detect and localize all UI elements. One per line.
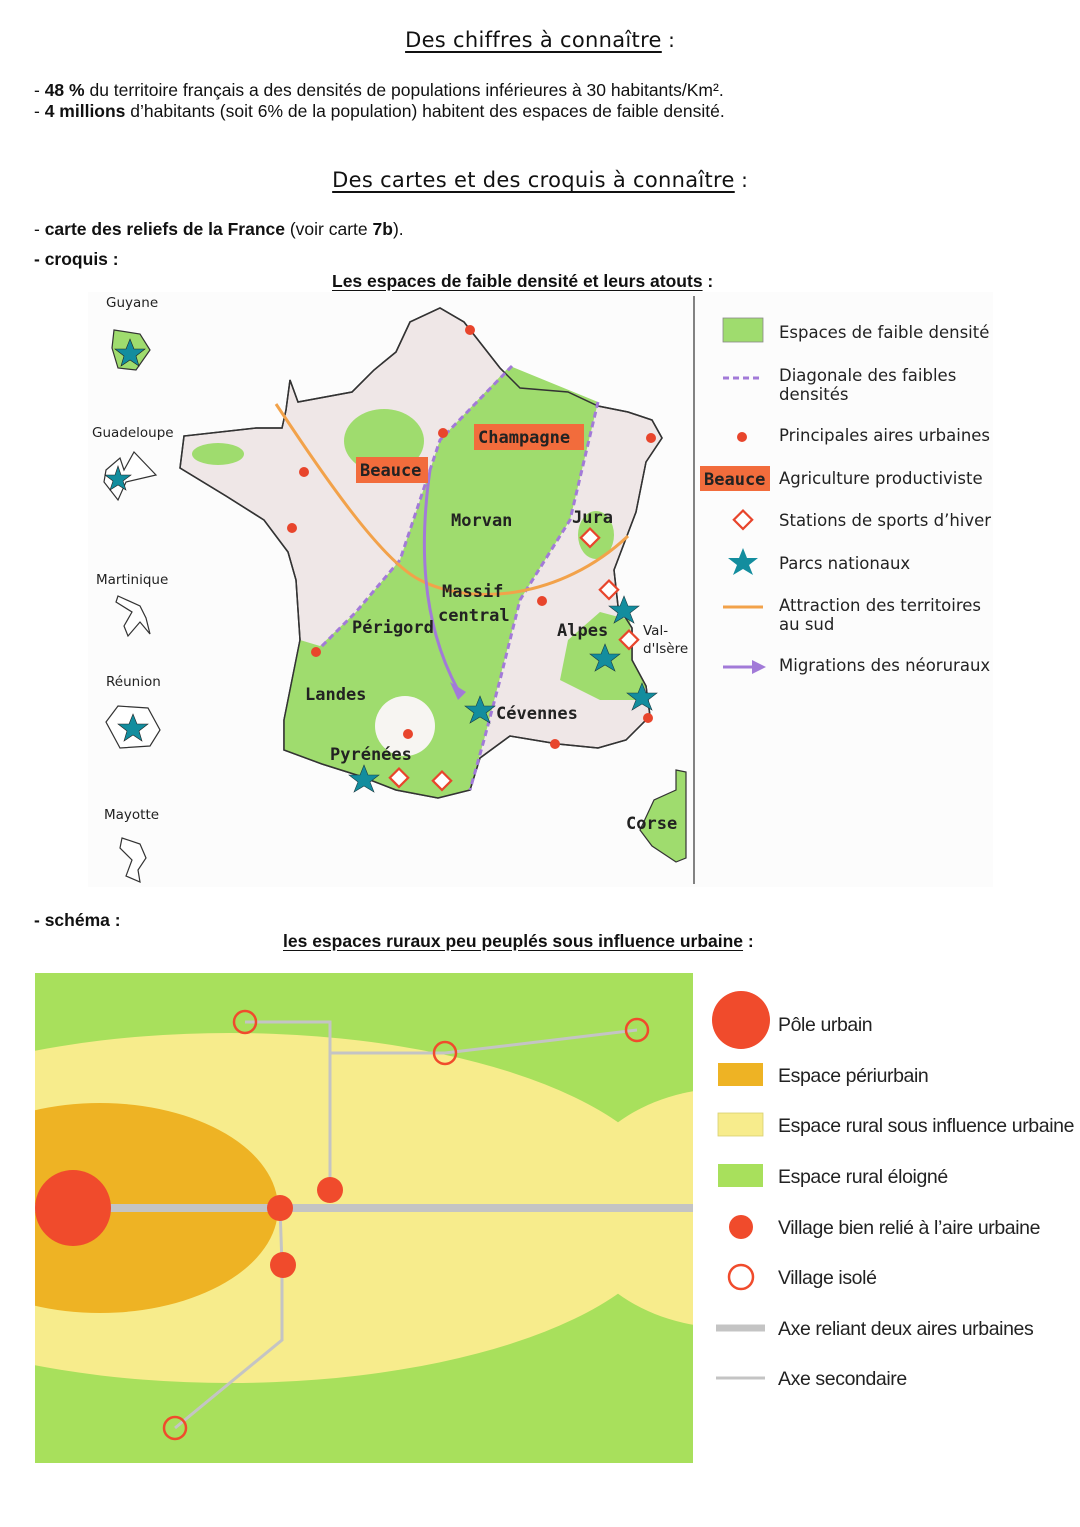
region-label: Landes [305,685,367,705]
heading-chiffres: Des chiffres à connaître : [405,28,675,52]
croquis-map [80,290,1000,890]
svg-text:Beauce: Beauce [704,470,766,490]
svg-text:Diagonale des faibles: Diagonale des faibles [779,366,957,385]
svg-text:Stations de sports d’hiver: Stations de sports d’hiver [779,511,992,530]
dom-label: Martinique [96,572,169,588]
region-label: Morvan [451,511,513,531]
svg-text:Agriculture productiviste: Agriculture productiviste [779,469,983,488]
svg-text:Espace rural sous influence ur: Espace rural sous influence urbaine [778,1115,1075,1137]
svg-text:Espace rural éloigné: Espace rural éloigné [778,1166,948,1188]
dom-label: Guyane [106,295,159,311]
svg-text:Parcs nationaux: Parcs nationaux [779,554,911,573]
svg-text:Axe reliant deux aires urbaine: Axe reliant deux aires urbaines [778,1318,1034,1340]
region-label: Périgord [352,618,434,638]
region-label: Beauce [360,461,422,481]
svg-text:Attraction des territoires: Attraction des territoires [779,596,982,615]
schema-title: les espaces ruraux peu peuplés sous influence urbaine : [283,931,754,951]
region-label: Alpes [557,621,609,641]
dom-label: Réunion [106,674,161,690]
heading-cartes: Des cartes et des croquis à connaître : [332,168,748,192]
region-label: Cévennes [496,704,578,724]
region-label: central [438,606,510,626]
item-carte-reliefs: - carte des reliefs de la France (voir carte 7b). [34,219,404,239]
svg-text:Axe secondaire: Axe secondaire [778,1368,907,1390]
fact-line: - 48 % du territoire français a des densités de populations inférieures à 30 habitants/Km². [34,80,724,100]
dom-label: Mayotte [104,807,160,823]
region-label: Pyrénées [330,745,412,765]
region-label: d'Isère [643,641,689,657]
item-croquis: - croquis : [34,249,119,269]
svg-text:Pôle urbain: Pôle urbain [778,1014,873,1036]
svg-text:Principales aires urbaines: Principales aires urbaines [779,426,991,445]
region-label: Val- [643,623,669,639]
schema-diagram [30,968,1075,1468]
region-label: Massif [442,582,504,602]
svg-text:Espaces de faible densité: Espaces de faible densité [779,323,990,342]
croquis-title: Les espaces de faible densité et leurs atouts : [332,271,714,291]
dom-label: Guadeloupe [92,425,174,441]
svg-text:Village bien relié à l’aire ur: Village bien relié à l’aire urbaine [778,1217,1041,1239]
bretagne-area [192,443,244,465]
svg-text:Espace périurbain: Espace périurbain [778,1065,929,1087]
region-label: Jura [572,508,613,528]
region-label: Corse [626,814,678,834]
svg-text:au sud: au sud [779,615,835,634]
schema-zones [30,973,890,1463]
fact-line: - 4 millions d’habitants (soit 6% de la population) habitent des espaces de faible densité. [34,101,725,121]
svg-text:Migrations des néoruraux: Migrations des néoruraux [779,656,991,675]
item-schema: - schéma : [34,910,121,930]
schema-legend [712,991,1074,1390]
region-label: Champagne [478,428,571,448]
svg-text:Village isolé: Village isolé [778,1267,877,1289]
urban-pole [35,1170,111,1246]
svg-text:densités: densités [779,385,849,404]
